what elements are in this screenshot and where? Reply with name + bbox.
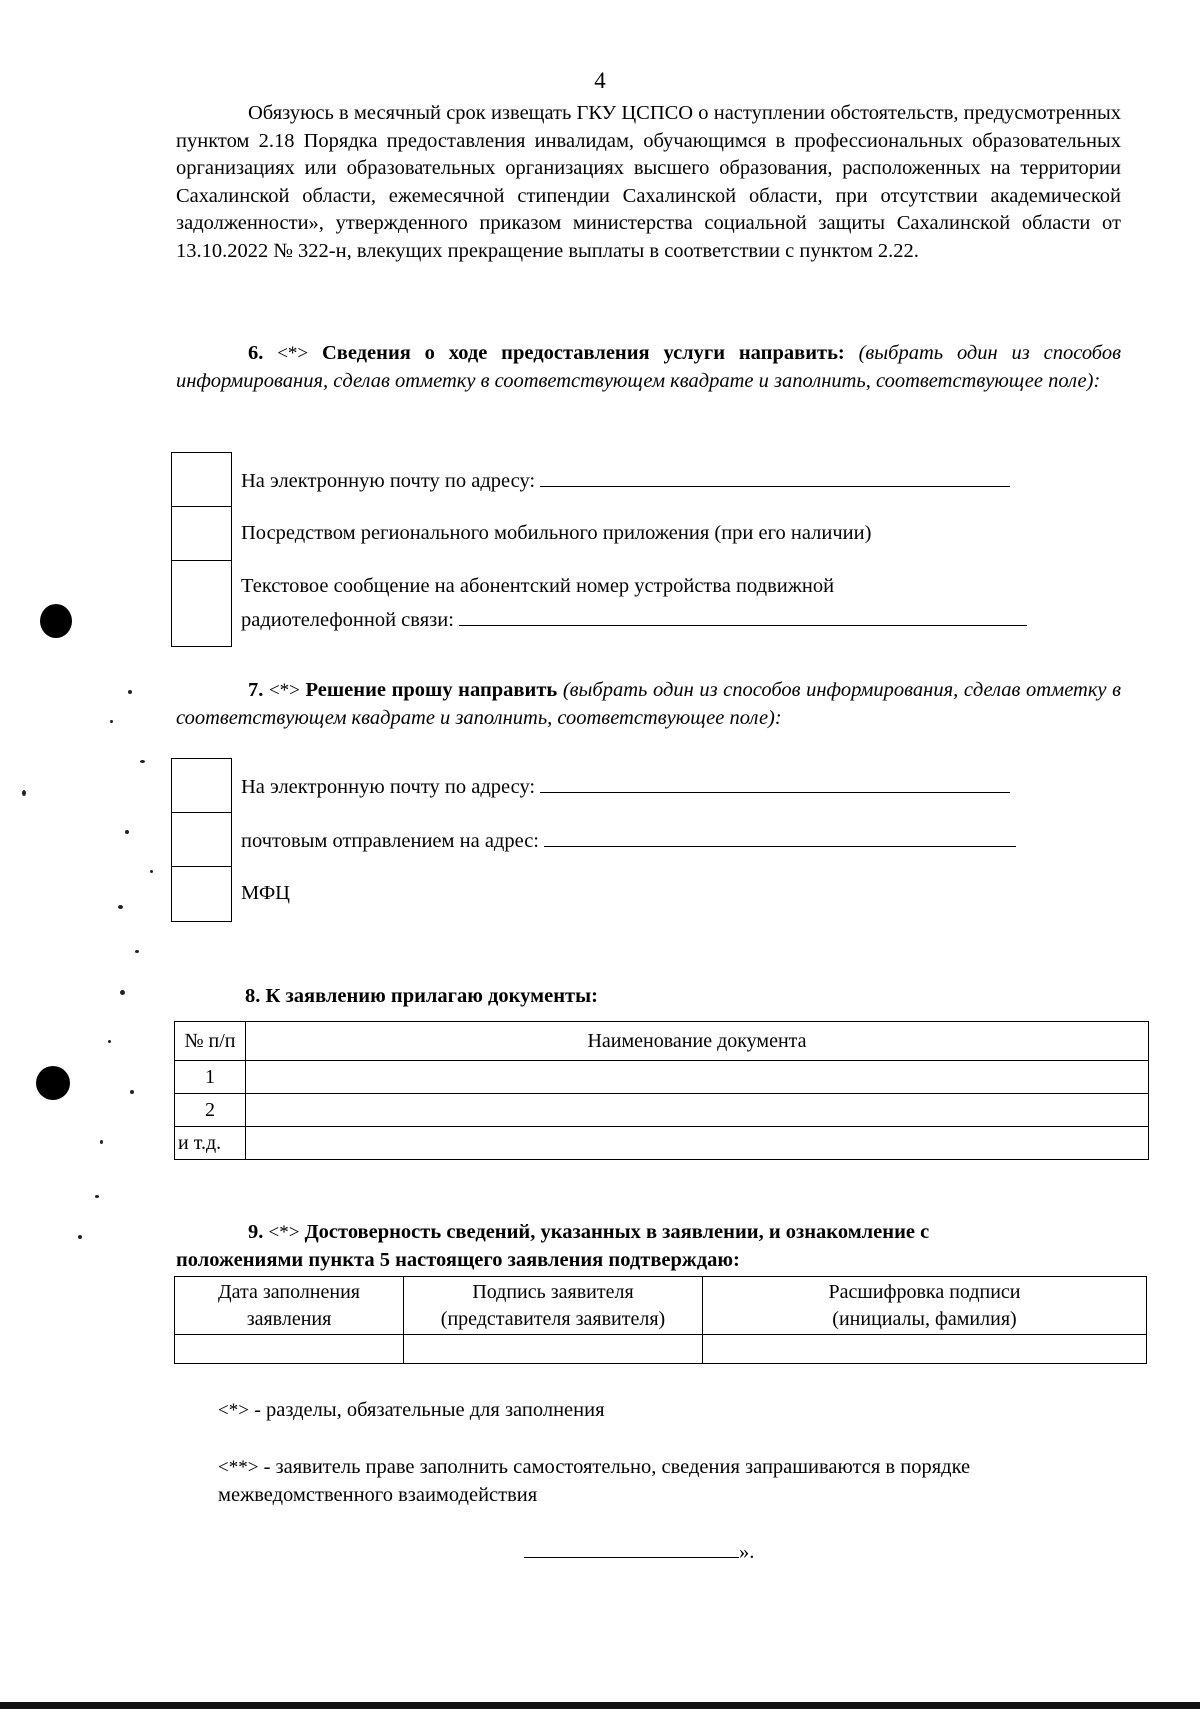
signature-cell[interactable] — [404, 1335, 703, 1364]
scan-bottom-edge — [0, 1702, 1200, 1709]
scan-speck — [108, 1040, 111, 1043]
sms-number-field[interactable] — [459, 605, 1027, 626]
email-decision-field[interactable] — [540, 772, 1010, 793]
section-7-hint: (выбрать один из способов информирования, сделав отметку в соответствующем квадрате и заполнить, соответствующее поле): — [176, 679, 1122, 729]
date-header — [175, 1277, 404, 1335]
scan-speck — [135, 950, 139, 953]
section-6-heading — [176, 340, 1121, 395]
option-email-decision-label: На электронную почту по адресу: — [241, 776, 536, 798]
signature-table-header — [175, 1277, 1147, 1335]
row-number: 2 — [175, 1094, 246, 1127]
note-required — [218, 1397, 1118, 1425]
intro-paragraph: Обязуюсь в месячный срок извещать ГКУ ЦСПСО о наступлении обстоятельств, предусмотренных пунктом 2.18 Порядка предоставления инвалидам, обучающимся в профессиональных образовательных организациях или образовательных организациях высшего образования, расположенных на территории Сахалинской области, ежемесячной стипендии Сахалинской области, при отсутствии академической задолженности», утвержденного приказом министерства социальной защиты Сахалинской области от 13.10.2022 № 322-н, влекущих прекращение выплаты в соответствии с пунктом 2.22. — [176, 102, 1121, 262]
option-post — [241, 826, 1016, 855]
section-9-marker: <*> — [268, 1222, 300, 1243]
option-mfc-label: МФЦ — [241, 882, 290, 904]
option-mobile-app-label: Посредством регионального мобильного приложения (при его наличии) — [241, 522, 872, 544]
post-address-field[interactable] — [544, 826, 1016, 847]
section-9-heading — [176, 1219, 1121, 1247]
option-email-progress — [241, 466, 1010, 495]
scan-speck — [140, 760, 145, 763]
col-name-header: Наименование документа — [246, 1022, 1149, 1061]
table-row — [175, 1127, 1149, 1160]
email-progress-field[interactable] — [540, 466, 1010, 487]
checkbox-mobile-app[interactable] — [171, 506, 232, 562]
table-row — [175, 1094, 1149, 1127]
document-name-cell[interactable] — [246, 1127, 1149, 1160]
scan-speck — [22, 790, 26, 796]
signature-table — [174, 1276, 1147, 1364]
closing-blank — [524, 1537, 739, 1558]
scan-speck — [78, 1235, 82, 1239]
scan-speck — [128, 690, 132, 694]
option-email-progress-label: На электронную почту по адресу: — [241, 470, 536, 492]
note-required-marker: <*> — [218, 1400, 249, 1421]
decryption-header-line2: (инициалы, фамилия) — [832, 1307, 1017, 1330]
section-7-marker: <*> — [268, 680, 300, 701]
scan-speck — [95, 1195, 99, 1198]
section-6-number: 6. — [248, 342, 264, 364]
date-cell[interactable] — [175, 1335, 404, 1364]
note-optional — [218, 1454, 1118, 1509]
section-6-title: Сведения о ходе предоставления услуги направить: — [321, 342, 845, 364]
signature-header-line2: (представителя заявителя) — [440, 1307, 666, 1330]
checkbox-email-progress[interactable] — [171, 452, 232, 508]
date-header-line1: Дата заполнения — [218, 1280, 360, 1303]
scan-speck — [130, 1090, 134, 1094]
scan-speck — [150, 870, 153, 873]
section-6-hint: (выбрать один из способов информирования, сделав отметку в соответствующем квадрате и заполнить, соответствующее поле): — [176, 342, 1121, 392]
scan-speck — [100, 1140, 103, 1144]
date-header-line2: заявления — [246, 1307, 332, 1330]
note-required-text: - разделы, обязательные для заполнения — [254, 1399, 605, 1421]
checkbox-sms[interactable] — [171, 560, 232, 647]
section-9-number: 9. — [248, 1221, 264, 1243]
section-7-number: 7. — [248, 679, 264, 701]
signature-header — [404, 1277, 703, 1335]
checkbox-mfc[interactable] — [171, 866, 232, 922]
page-number: 4 — [594, 68, 606, 93]
option-sms — [241, 605, 1027, 634]
closing-line — [524, 1537, 754, 1564]
section-8-title: 8. К заявлению прилагаю документы: — [245, 985, 598, 1007]
signature-table-row — [175, 1335, 1147, 1364]
signature-header-line1: Подпись заявителя — [472, 1280, 634, 1303]
punch-hole-mark — [36, 1066, 70, 1100]
closing-quote: ». — [739, 1541, 755, 1563]
note-optional-marker: <**> — [218, 1457, 259, 1478]
document-name-cell[interactable] — [246, 1061, 1149, 1094]
note-optional-text: - заявитель праве заполнить самостоятельно, сведения запрашиваются в порядке межведомственного взаимодействия — [218, 1456, 971, 1506]
scan-speck — [125, 830, 129, 834]
option-sms-label-line2: радиотелефонной связи: — [241, 609, 454, 631]
checkbox-email-decision[interactable] — [171, 758, 232, 814]
scan-speck — [120, 990, 125, 995]
table-row — [175, 1061, 1149, 1094]
section-7-title: Решение прошу направить — [305, 679, 558, 701]
row-number: 1 — [175, 1061, 246, 1094]
section-9-title-line1: Достоверность сведений, указанных в заявлении, и ознакомление с — [304, 1221, 930, 1243]
section-9-title-line2: положениями пункта 5 настоящего заявления подтверждаю: — [176, 1249, 740, 1271]
option-post-label: почтовым отправлением на адрес: — [241, 830, 540, 852]
option-email-decision — [241, 772, 1010, 801]
col-number-header: № п/п — [175, 1022, 246, 1061]
decryption-cell[interactable] — [703, 1335, 1147, 1364]
punch-hole-mark — [40, 604, 72, 638]
section-6-marker: <*> — [277, 343, 309, 364]
document-name-cell[interactable] — [246, 1094, 1149, 1127]
section-7-heading — [176, 677, 1121, 732]
scan-speck — [118, 905, 123, 909]
option-sms-label-line1: Текстовое сообщение на абонентский номер устройства подвижной — [241, 575, 835, 597]
decryption-header — [703, 1277, 1147, 1335]
checkbox-post[interactable] — [171, 812, 232, 868]
row-number: и т.д. — [175, 1127, 246, 1160]
documents-table-header — [175, 1022, 1149, 1061]
decryption-header-line1: Расшифровка подписи — [828, 1280, 1021, 1303]
documents-table — [174, 1021, 1149, 1160]
scan-speck — [110, 720, 113, 723]
